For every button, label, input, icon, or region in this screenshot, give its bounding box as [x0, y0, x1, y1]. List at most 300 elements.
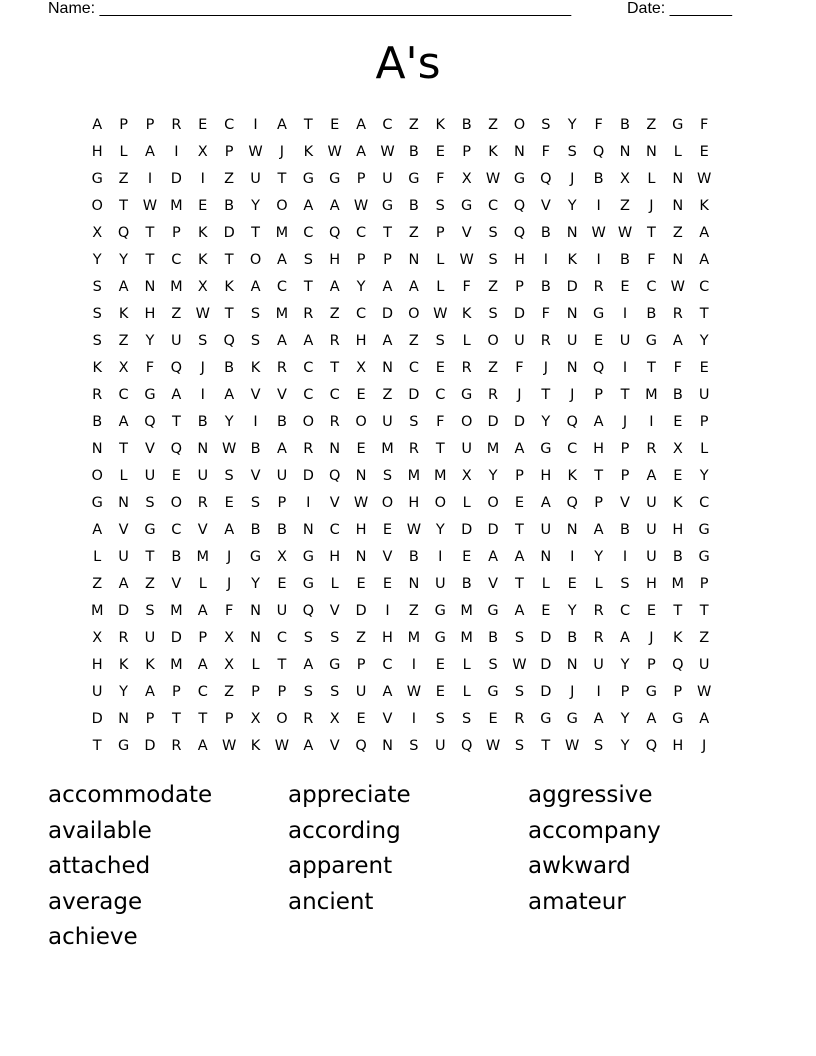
date-line: Date: _______	[627, 0, 732, 17]
grid-letter: B	[646, 306, 657, 322]
grid-letter: E	[673, 414, 683, 430]
grid-letter: A	[382, 684, 393, 700]
grid-letter: Z	[488, 360, 499, 376]
grid-letter: F	[700, 117, 709, 133]
grid-letter: T	[699, 603, 709, 619]
grid-letter: P	[699, 576, 709, 592]
grid-letter: Y	[92, 252, 102, 268]
grid-letter: G	[144, 522, 156, 538]
grid-letter: C	[619, 603, 631, 619]
grid-letter: T	[594, 468, 604, 484]
grid-letter: P	[435, 225, 445, 241]
grid-letter: B	[540, 279, 551, 295]
grid-letter: D	[461, 522, 473, 538]
grid-letter: C	[382, 117, 393, 133]
grid-row	[84, 625, 744, 652]
grid-letter: B	[620, 117, 630, 133]
grid-letter: O	[355, 414, 367, 430]
grid-letter: J	[649, 630, 654, 646]
grid-letter: L	[541, 576, 550, 592]
grid-letter: A	[382, 333, 393, 349]
grid-letter: Q	[672, 657, 684, 673]
grid-letter: V	[197, 522, 208, 538]
grid-letter: R	[593, 603, 604, 619]
grid-letter: S	[303, 684, 313, 700]
grid-letter: N	[566, 360, 578, 376]
grid-letter: W	[485, 738, 501, 754]
grid-letter: R	[303, 711, 314, 727]
grid-letter: E	[356, 441, 366, 457]
grid-letter: H	[540, 468, 552, 484]
grid-letter: P	[383, 252, 392, 268]
grid-letter: K	[673, 495, 683, 511]
grid-letter: R	[276, 360, 287, 376]
name-line: Name: _____________________________________________________	[48, 0, 572, 17]
grid-letter: U	[434, 738, 446, 754]
grid-letter: T	[515, 522, 524, 538]
grid-letter: T	[145, 252, 155, 268]
grid-letter: M	[407, 630, 421, 646]
grid-letter: T	[699, 306, 709, 322]
grid-letter: U	[461, 441, 472, 457]
grid-letter: Y	[251, 198, 260, 214]
grid-letter: L	[119, 468, 128, 484]
grid-letter: C	[118, 387, 129, 403]
grid-letter: M	[460, 630, 473, 646]
grid-letter: K	[118, 657, 129, 673]
grid-letter: G	[91, 171, 103, 187]
grid-letter: P	[171, 225, 181, 241]
grid-letter: A	[197, 738, 208, 754]
grid-letter: P	[515, 279, 524, 295]
grid-letter: U	[382, 414, 393, 430]
grid-letter: B	[250, 441, 261, 457]
grid-letter: J	[227, 576, 232, 592]
grid-letter: N	[672, 171, 684, 187]
grid-letter: D	[355, 603, 367, 619]
grid-letter: S	[488, 306, 498, 322]
grid-letter: Y	[119, 252, 129, 268]
grid-letter: A	[593, 414, 604, 430]
grid-letter: D	[302, 468, 314, 484]
grid-letter: Q	[144, 414, 156, 430]
grid-letter: T	[251, 225, 260, 241]
word-bank-item: aggressive	[528, 782, 653, 808]
grid-letter: B	[224, 360, 235, 376]
grid-letter: W	[353, 495, 369, 511]
grid-letter: X	[197, 144, 208, 160]
grid-row	[84, 490, 744, 517]
grid-letter: Q	[355, 738, 367, 754]
grid-letter: E	[356, 576, 366, 592]
grid-letter: A	[303, 657, 314, 673]
word-bank-item: apparent	[288, 853, 393, 880]
grid-letter: T	[620, 387, 630, 403]
grid-letter: O	[170, 495, 183, 511]
grid-letter: X	[461, 468, 472, 484]
grid-letter: X	[672, 441, 683, 457]
grid-letter: E	[356, 711, 366, 727]
grid-letter: M	[275, 225, 289, 241]
grid-letter: W	[617, 225, 633, 241]
grid-letter: L	[462, 657, 471, 673]
grid-letter: A	[224, 387, 235, 403]
grid-letter: C	[699, 495, 710, 511]
grid-letter: I	[200, 387, 205, 403]
grid-letter: R	[303, 306, 314, 322]
grid-letter: F	[541, 144, 550, 160]
grid-letter: A	[408, 279, 419, 295]
grid-letter: U	[250, 171, 261, 187]
grid-letter: M	[90, 603, 104, 619]
grid-letter: Z	[672, 225, 683, 241]
grid-letter: H	[329, 252, 341, 268]
grid-letter: Q	[592, 360, 605, 376]
grid-letter: L	[330, 576, 339, 592]
grid-row	[84, 247, 744, 274]
grid-letter: Y	[699, 468, 709, 484]
grid-letter: S	[435, 333, 445, 349]
grid-letter: U	[355, 684, 367, 700]
grid-letter: W	[697, 684, 712, 700]
grid-letter: S	[250, 333, 261, 349]
grid-letter: G	[698, 549, 710, 565]
grid-letter: E	[541, 603, 551, 619]
grid-letter: Q	[329, 225, 341, 241]
grid-letter: B	[461, 576, 472, 592]
grid-letter: O	[460, 414, 473, 430]
word-bank-item: appreciate	[288, 782, 411, 808]
grid-letter: R	[514, 711, 525, 727]
grid-letter: L	[462, 333, 471, 349]
grid-letter: S	[620, 576, 630, 592]
grid-letter: H	[408, 495, 420, 511]
grid-letter: U	[646, 522, 657, 538]
grid-row	[84, 652, 744, 679]
grid-letter: H	[355, 333, 367, 349]
grid-letter: P	[198, 630, 208, 646]
grid-letter: T	[303, 279, 313, 295]
grid-letter: J	[649, 198, 654, 214]
grid-letter: W	[221, 441, 237, 457]
grid-letter: O	[302, 414, 315, 430]
grid-letter: D	[408, 387, 420, 403]
grid-letter: M	[486, 441, 500, 457]
grid-letter: C	[646, 279, 657, 295]
grid-letter: N	[329, 441, 341, 457]
grid-letter: L	[436, 252, 445, 268]
grid-letter: Z	[224, 684, 235, 700]
grid-letter: B	[408, 198, 419, 214]
grid-letter: A	[646, 468, 657, 484]
grid-letter: Y	[620, 738, 630, 754]
grid-letter: C	[276, 630, 287, 646]
grid-letter: G	[434, 630, 446, 646]
grid-letter: E	[277, 576, 287, 592]
grid-letter: P	[145, 711, 155, 727]
grid-letter: A	[118, 576, 129, 592]
grid-letter: S	[409, 414, 419, 430]
grid-letter: W	[565, 738, 580, 754]
grid-letter: N	[118, 495, 130, 511]
grid-letter: Z	[224, 171, 235, 187]
grid-letter: K	[145, 657, 155, 673]
grid-row	[84, 463, 744, 490]
grid-letter: D	[118, 603, 130, 619]
grid-letter: K	[250, 738, 261, 754]
grid-letter: T	[171, 414, 181, 430]
grid-letter: X	[620, 171, 630, 187]
grid-letter: S	[224, 468, 234, 484]
grid-letter: V	[145, 441, 155, 457]
grid-letter: S	[488, 225, 498, 241]
grid-letter: M	[434, 468, 447, 484]
grid-letter: Y	[620, 657, 630, 673]
grid-letter: C	[303, 225, 314, 241]
grid-letter: B	[620, 252, 630, 268]
grid-letter: J	[517, 387, 522, 403]
grid-row	[84, 382, 744, 409]
grid-letter: O	[91, 468, 103, 484]
grid-letter: T	[145, 549, 155, 565]
grid-letter: K	[250, 360, 261, 376]
grid-letter: B	[593, 171, 604, 187]
grid-letter: U	[197, 468, 209, 484]
grid-letter: Y	[567, 117, 577, 133]
grid-letter: W	[433, 306, 448, 322]
grid-letter: B	[540, 225, 551, 241]
grid-letter: M	[170, 657, 183, 673]
grid-letter: W	[697, 171, 712, 187]
grid-letter: P	[594, 495, 603, 511]
grid-letter: B	[567, 630, 578, 646]
grid-letter: N	[566, 306, 578, 322]
grid-letter: T	[673, 603, 683, 619]
grid-letter: O	[381, 495, 394, 511]
grid-letter: Z	[329, 306, 340, 322]
grid-letter: S	[92, 333, 102, 349]
grid-letter: T	[277, 657, 287, 673]
grid-letter: E	[435, 657, 445, 673]
grid-letter: G	[672, 117, 684, 133]
grid-letter: A	[224, 522, 235, 538]
grid-letter: J	[200, 360, 205, 376]
grid-letter: B	[461, 117, 472, 133]
grid-letter: Z	[408, 603, 419, 619]
grid-letter: C	[276, 279, 287, 295]
grid-letter: Z	[408, 225, 419, 241]
grid-letter: T	[330, 360, 340, 376]
grid-letter: V	[329, 738, 340, 754]
grid-letter: U	[619, 333, 631, 349]
grid-letter: D	[91, 711, 103, 727]
grid-letter: L	[462, 495, 471, 511]
grid-letter: R	[461, 360, 472, 376]
grid-letter: T	[303, 117, 313, 133]
grid-letter: X	[276, 549, 287, 565]
grid-letter: I	[649, 414, 654, 430]
grid-letter: P	[620, 468, 630, 484]
grid-letter: X	[224, 630, 235, 646]
grid-letter: V	[540, 198, 551, 214]
grid-letter: A	[303, 333, 314, 349]
grid-letter: R	[408, 441, 419, 457]
grid-letter: U	[382, 171, 393, 187]
grid-letter: N	[382, 738, 393, 754]
grid-letter: A	[514, 549, 525, 565]
grid-letter: G	[329, 657, 341, 673]
grid-letter: L	[700, 441, 709, 457]
grid-letter: A	[197, 603, 208, 619]
grid-letter: O	[513, 117, 526, 133]
grid-letter: A	[197, 657, 208, 673]
grid-letter: C	[329, 522, 340, 538]
grid-letter: A	[540, 495, 551, 511]
grid-letter: I	[253, 117, 258, 133]
grid-letter: O	[276, 198, 288, 214]
letter-grid	[84, 112, 744, 760]
grid-letter: T	[646, 360, 656, 376]
grid-letter: Y	[356, 279, 366, 295]
grid-letter: G	[592, 306, 605, 322]
grid-letter: Z	[171, 306, 182, 322]
grid-letter: A	[514, 441, 525, 457]
grid-letter: N	[514, 144, 525, 160]
grid-letter: N	[91, 441, 103, 457]
grid-letter: Q	[513, 225, 526, 241]
grid-row	[84, 220, 744, 247]
grid-letter: J	[570, 684, 575, 700]
grid-letter: S	[594, 738, 604, 754]
grid-letter: G	[540, 711, 552, 727]
grid-letter: A	[593, 522, 604, 538]
grid-letter: K	[461, 306, 472, 322]
grid-letter: J	[622, 414, 628, 430]
grid-letter: U	[144, 630, 156, 646]
grid-letter: K	[198, 225, 208, 241]
grid-letter: S	[514, 630, 525, 646]
grid-letter: A	[276, 333, 287, 349]
grid-letter: Q	[329, 468, 341, 484]
grid-letter: P	[620, 441, 630, 457]
grid-letter: A	[171, 387, 182, 403]
grid-letter: L	[436, 279, 445, 295]
grid-letter: D	[223, 225, 235, 241]
grid-letter: Z	[488, 279, 499, 295]
grid-letter: K	[567, 252, 577, 268]
grid-letter: K	[118, 306, 129, 322]
grid-letter: N	[566, 225, 578, 241]
word-bank-item: accommodate	[48, 782, 213, 808]
grid-letter: S	[514, 684, 525, 700]
grid-letter: Q	[170, 360, 183, 376]
grid-letter: P	[462, 144, 472, 160]
grid-letter: Q	[592, 144, 605, 160]
grid-letter: N	[408, 252, 420, 268]
grid-letter: H	[329, 549, 341, 565]
grid-letter: O	[487, 495, 499, 511]
grid-letter: A	[145, 684, 155, 700]
grid-letter: F	[145, 360, 155, 376]
grid-letter: K	[488, 144, 498, 160]
grid-letter: K	[435, 117, 446, 133]
grid-letter: N	[566, 657, 578, 673]
grid-letter: Q	[223, 333, 235, 349]
grid-letter: T	[541, 738, 551, 754]
grid-letter: Y	[567, 198, 577, 214]
grid-letter: G	[540, 441, 552, 457]
grid-letter: L	[594, 576, 603, 592]
grid-letter: T	[119, 441, 129, 457]
grid-letter: H	[513, 252, 525, 268]
grid-letter: D	[513, 306, 526, 322]
grid-letter: A	[329, 198, 340, 214]
grid-letter: P	[224, 711, 234, 727]
grid-letter: U	[593, 657, 604, 673]
grid-letter: Z	[646, 117, 657, 133]
grid-letter: I	[411, 711, 417, 727]
grid-letter: Z	[356, 630, 367, 646]
grid-letter: E	[462, 549, 472, 565]
grid-letter: E	[382, 576, 393, 592]
grid-letter: M	[460, 603, 473, 619]
grid-letter: J	[227, 549, 232, 565]
grid-letter: Y	[567, 603, 577, 619]
grid-letter: C	[171, 252, 182, 268]
grid-letter: X	[329, 711, 340, 727]
word-bank-item: available	[48, 817, 152, 844]
grid-letter: D	[487, 414, 499, 430]
grid-letter: W	[142, 198, 158, 214]
grid-letter: P	[145, 117, 155, 133]
grid-letter: E	[435, 684, 445, 700]
grid-row	[84, 679, 744, 706]
grid-letter: W	[406, 684, 422, 700]
grid-letter: G	[566, 711, 578, 727]
grid-letter: T	[145, 225, 155, 241]
grid-letter: A	[356, 117, 367, 133]
grid-letter: F	[224, 603, 234, 619]
grid-letter: I	[622, 549, 628, 565]
grid-letter: Y	[119, 684, 129, 700]
grid-letter: S	[330, 630, 340, 646]
grid-letter: A	[699, 225, 710, 241]
grid-letter: B	[250, 522, 261, 538]
grid-letter: E	[435, 360, 445, 376]
grid-letter: R	[488, 387, 499, 403]
grid-letter: B	[276, 414, 287, 430]
grid-letter: C	[171, 522, 182, 538]
grid-letter: B	[672, 387, 683, 403]
grid-letter: Y	[620, 711, 630, 727]
grid-letter: J	[543, 360, 548, 376]
grid-letter: P	[356, 657, 366, 673]
grid-row	[84, 517, 744, 544]
grid-row	[84, 166, 744, 193]
grid-letter: W	[274, 738, 290, 754]
grid-row	[84, 409, 744, 436]
grid-letter: T	[435, 441, 445, 457]
grid-letter: Y	[145, 333, 155, 349]
grid-letter: F	[515, 360, 524, 376]
grid-letter: C	[699, 279, 710, 295]
grid-letter: U	[698, 387, 710, 403]
grid-letter: I	[596, 198, 601, 214]
grid-letter: S	[198, 333, 208, 349]
grid-row	[84, 274, 744, 301]
grid-letter: K	[673, 630, 683, 646]
grid-letter: E	[567, 576, 577, 592]
